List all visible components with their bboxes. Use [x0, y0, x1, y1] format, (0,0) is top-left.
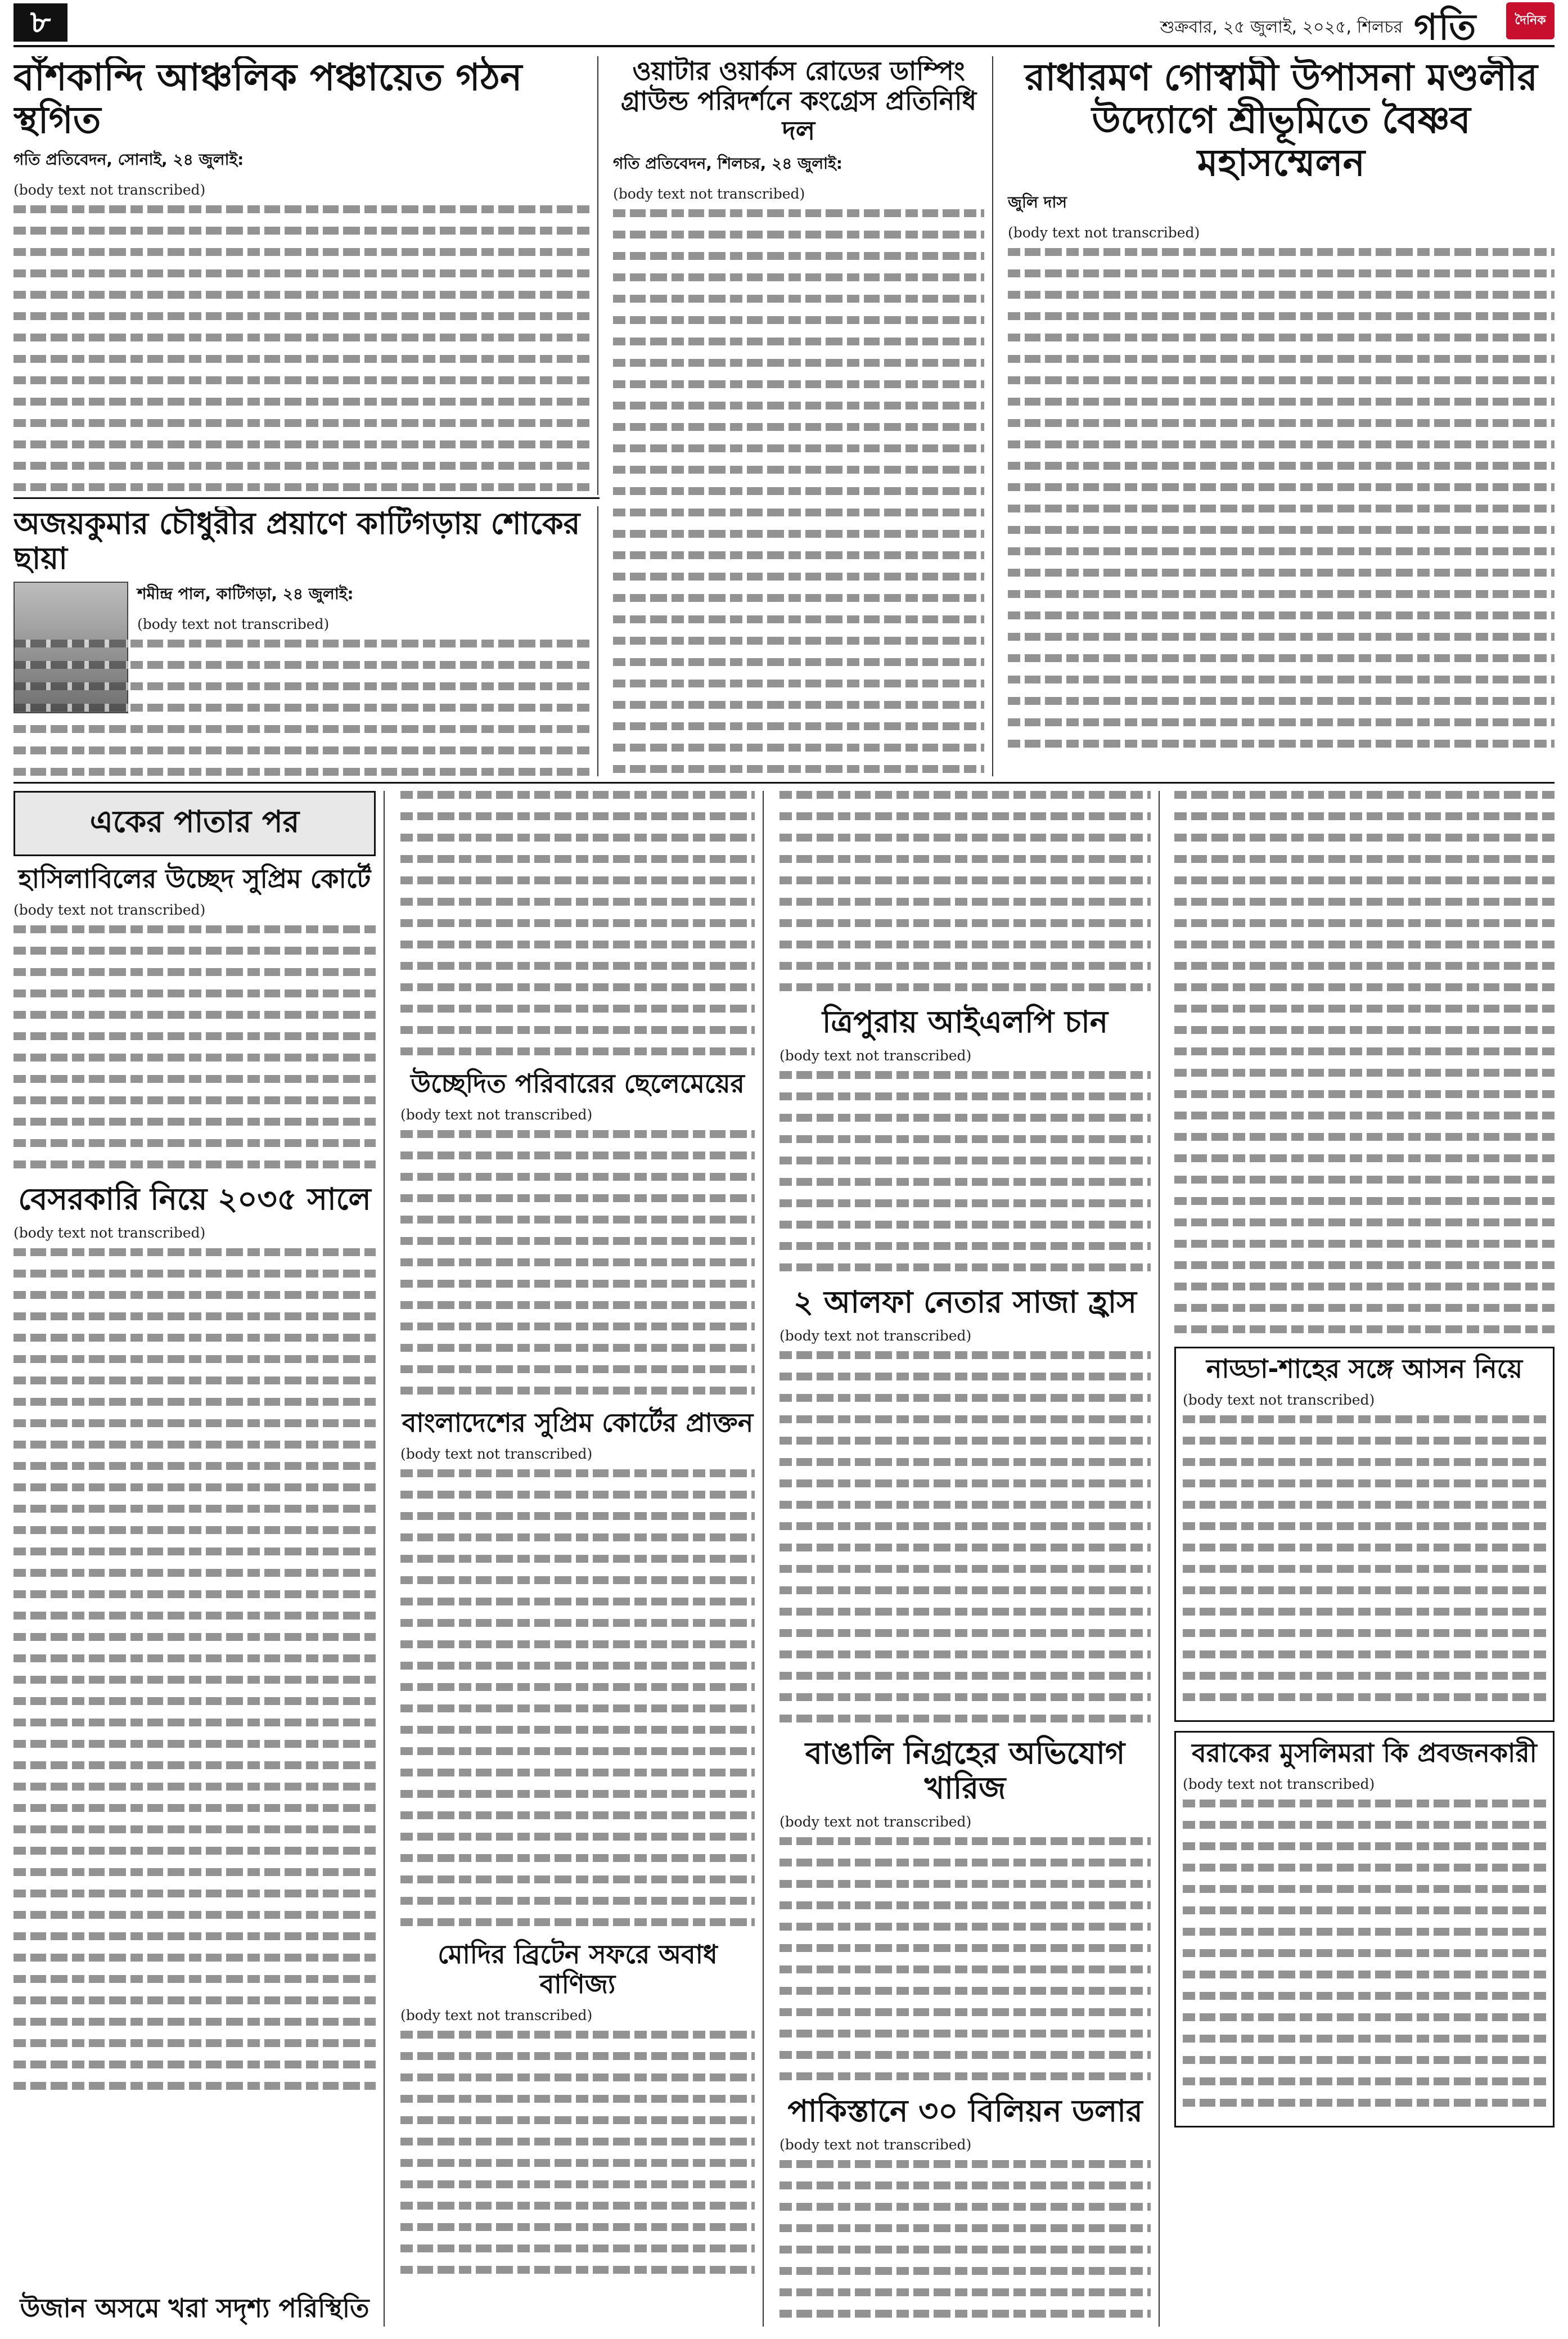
story-headline: উজান অসমে খরা সদৃশ্য পরিস্থিতি: [20, 2293, 370, 2324]
body-text-placeholder: [780, 2160, 1151, 2327]
logo-tag: দৈনিক: [1506, 2, 1555, 39]
story-vaishnav-sammelan: [1001, 56, 1555, 776]
story-body-note: (body text not transcribed): [780, 1814, 972, 1830]
story-body-note: (body text not transcribed): [400, 1445, 593, 1462]
story-byline: জুলি দাস: [1008, 192, 1067, 212]
story-water-works: [605, 56, 993, 776]
story-body: [780, 1811, 1151, 2080]
story-body: [13, 899, 376, 1168]
story-body-note: (body text not transcribed): [400, 2007, 593, 2023]
portrait-photo: [13, 582, 128, 713]
story-body: [400, 2005, 755, 2274]
story-headline: নাড্ডা-শাহের সঙ্গে আসন নিয়ে: [1206, 1353, 1523, 1384]
story-body-note: (body text not transcribed): [613, 185, 805, 202]
story-bashkandi: [13, 56, 598, 495]
dateline: শুক্রবার, ২৫ জুলাই, ২০২৫, শিলচর: [1160, 17, 1403, 37]
story-body-note: (body text not transcribed): [137, 616, 330, 633]
story-body: [1008, 222, 1555, 748]
body-text-placeholder: [780, 1071, 1151, 1271]
story-body-note: (body text not transcribed): [1183, 1775, 1375, 1792]
body-text-placeholder: [613, 209, 984, 773]
body-text-placeholder: [1174, 791, 1555, 1333]
story-body: [13, 179, 589, 495]
story-body: [1183, 1389, 1546, 1701]
column-left: [13, 791, 385, 2327]
story-body: [400, 1443, 755, 1926]
story-byline: শমীন্দ্র পাল, কাটিগড়া, ২৪ জুলাই:: [137, 584, 354, 604]
story-headline: উচ্ছেদিত পরিবারের ছেলেমেয়ের: [411, 1068, 745, 1099]
story-body-note: (body text not transcribed): [780, 1328, 972, 1344]
story-body: [780, 791, 1151, 991]
story-body-note: (body text not transcribed): [13, 1224, 206, 1241]
story-byline: গতি প্রতিবেদন, শিলচর, ২৪ জুলাই:: [613, 154, 842, 173]
body-text-placeholder: [780, 1837, 1151, 2080]
logo-word: গতি: [1414, 6, 1477, 48]
story-body-note: (body text not transcribed): [400, 1106, 593, 1123]
body-text-placeholder: [13, 1248, 376, 2090]
body-text-placeholder: [1183, 1800, 1546, 2107]
story-headline: হাসিলাবিলের উচ্ছেদ সুপ্রিম কোর্টে: [18, 863, 371, 894]
continuation-banner: একের পাতার পর: [13, 791, 376, 856]
page-number: ৮: [13, 3, 67, 42]
story-headline: ওয়াটার ওয়ার্কস রোডের ডাম্পিং গ্রাউন্ড পরিদর্শনে কংগ্রেস প্রতিনিধি দল: [620, 56, 977, 146]
newspaper-logo: [1414, 0, 1555, 48]
story-body-note: (body text not transcribed): [780, 2136, 972, 2153]
body-text-placeholder: [400, 2031, 755, 2274]
story-body: [780, 2134, 1151, 2327]
story-body: [780, 1325, 1151, 1722]
story-headline: ২ আলফা নেতার সাজা হ্রাস: [794, 1284, 1137, 1320]
column-middle-left: [393, 791, 764, 2327]
story-body-note: (body text not transcribed): [1183, 1391, 1375, 1408]
story-body-note: (body text not transcribed): [13, 181, 206, 198]
story-ajaykumar: [13, 506, 598, 776]
story-headline: বাঁশকান্দি আঞ্চলিক পঞ্চায়েত গঠন স্থগিত: [13, 56, 522, 142]
story-body: [13, 1222, 376, 2090]
story-body: [400, 791, 755, 1055]
body-text-placeholder: [400, 1130, 755, 1395]
story-body-note: (body text not transcribed): [13, 901, 206, 918]
story-body: [400, 1104, 755, 1395]
story-byline: গতি প্রতিবেদন, সোনাই, ২৪ জুলাই:: [13, 150, 244, 169]
story-body: [780, 1045, 1151, 1271]
boxed-story-barak: [1174, 1731, 1555, 2127]
story-headline: পাকিস্তানে ৩০ বিলিয়ন ডলার: [787, 2093, 1143, 2129]
story-headline: রাধারমণ গোস্বামী উপাসনা মণ্ডলীর উদ্যোগে শ্রীভূমিতে বৈষ্ণব মহাসম্মেলন: [1025, 56, 1538, 185]
body-text-placeholder: [400, 791, 755, 1055]
story-headline: বেসরকারি নিয়ে ২০৩৫ সালে: [18, 1181, 371, 1217]
story-headline: মোদির ব্রিটেন সফরে অবাধ বাণিজ্য: [438, 1938, 718, 1999]
body-text-placeholder: [1008, 248, 1555, 748]
story-headline: বরাকের মুসলিমরা কি প্রবজনকারী: [1192, 1737, 1537, 1768]
boxed-story-nadda: [1174, 1347, 1555, 1722]
story-headline: বাঙালি নিগ্রহের অভিযোগ খারিজ: [805, 1735, 1125, 1806]
body-text-placeholder: [780, 791, 1151, 991]
story-body: [613, 183, 984, 773]
story-headline: ত্রিপুরায় আইএলপি চান: [822, 1004, 1109, 1040]
story-body-note: (body text not transcribed): [1008, 224, 1200, 241]
body-text-placeholder: [13, 925, 376, 1168]
column-middle-right: [772, 791, 1160, 2327]
body-text-placeholder: [13, 205, 589, 495]
body-text-placeholder: [780, 1351, 1151, 1722]
story-body: [1183, 1774, 1546, 2107]
story-body-note: (body text not transcribed): [780, 1047, 972, 1064]
masthead: [13, 0, 1555, 47]
body-text-placeholder: [400, 1469, 755, 1926]
column-right: [1168, 791, 1555, 2327]
story-headline: অজয়কুমার চৌধুরীর প্রয়াণে কাটিগড়ায় শোকের ছায়া: [13, 506, 580, 577]
story-headline: বাংলাদেশের সুপ্রিম কোর্টের প্রাক্তন: [402, 1407, 754, 1438]
story-body: [1174, 791, 1555, 1333]
body-text-placeholder: [1183, 1415, 1546, 1701]
